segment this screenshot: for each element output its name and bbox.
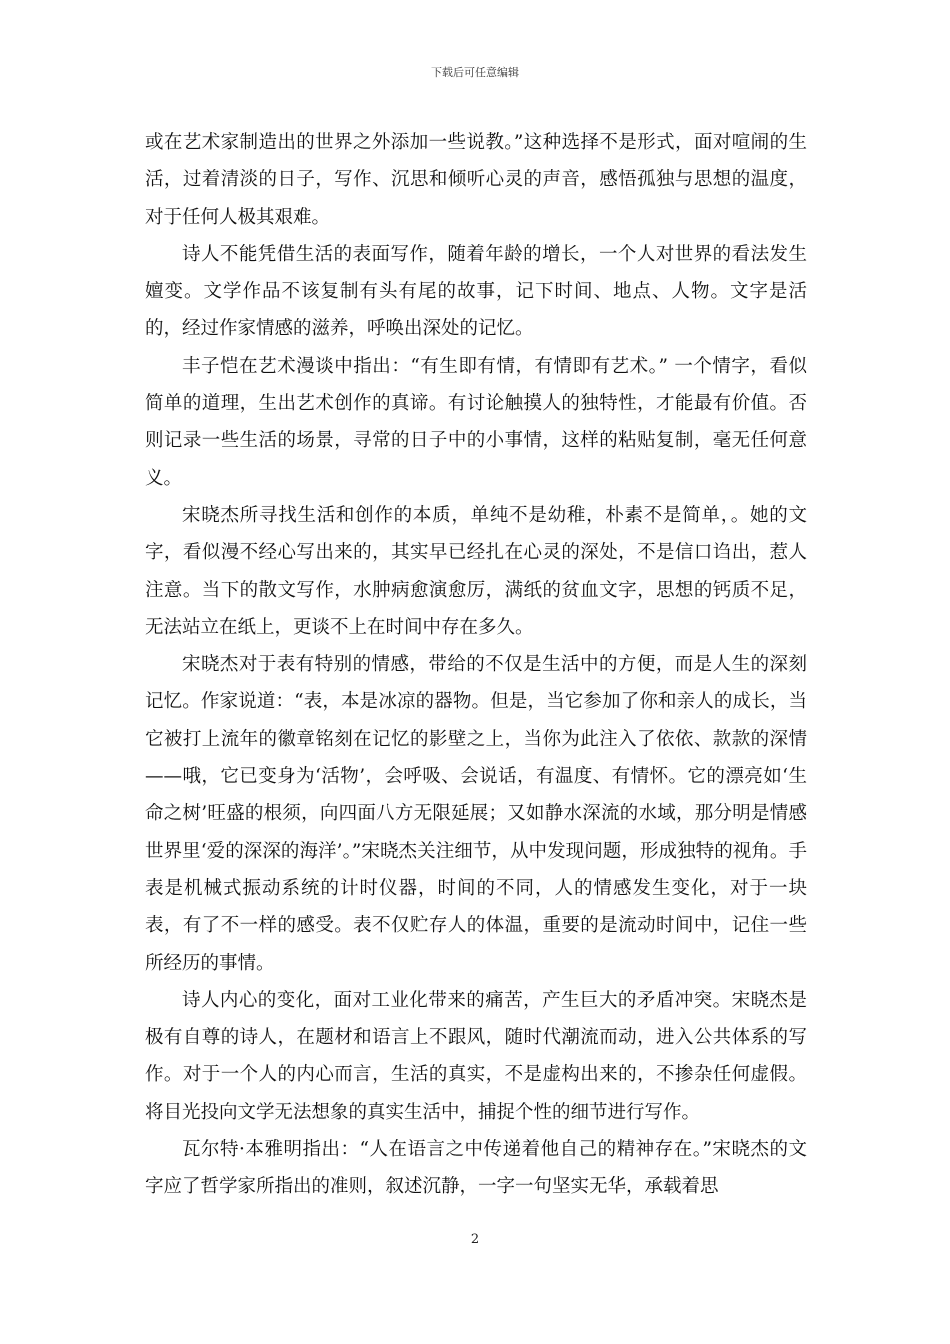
paragraph: 诗人不能凭借生活的表面写作，随着年龄的增长，一个人对世界的看法发生嬗变。文学作品不该复制有头有尾的故事，记下时间、地点、人物。文字是活的，经过作家情感的滋养，呼唤出深处的记忆。 bbox=[145, 243, 807, 340]
paragraph: 宋晓杰所寻找生活和创作的本质，单纯不是幼稚，朴素不是简单，。她的文字，看似漫不经心写出来的，其实早已经扎在心灵的深处，不是信口诌出，惹人注意。当下的散文写作，水肿病愈演愈厉，满纸的贫血文字，思想的钙质不足，无法站立在纸上，更谈不上在时间中存在多久。 bbox=[145, 504, 807, 638]
paragraph: 宋晓杰对于表有特别的情感，带给的不仅是生活中的方便，而是人生的深刻记忆。作家说道：“表，本是冰凉的器物。但是，当它参加了你和亲人的成长，当它被打上流年的徽章铭刻在记忆的影壁之上，当你为此注入了依依、款款的深情——哦，它已变身为‘活物’，会呼吸、会说话，有温度、有情怀。它的漂亮如‘生命之树’旺盛的根须，向四面八方无限延展；又如静水深流的水域，那分明是情感世界里‘爱的深深的海洋’。”宋晓杰关注细节，从中发现问题，形成独特的视角。手表是机械式振动系统的计时仪器，时间的不同，人的情感发生变化，对于一块表，有了不一样的感受。表不仅贮存人的体温，重要的是流动时间中，记住一些所经历的事情。 bbox=[145, 654, 807, 974]
paragraph: 瓦尔特·本雅明指出：“人在语言之中传递着他自己的精神存在。”宋晓杰的文字应了哲学家所指出的准则，叙述沉静，一字一句坚实无华，承载着思 bbox=[145, 1139, 807, 1198]
page-header: 下载后可任意编辑 bbox=[431, 66, 519, 79]
paragraph: 丰子恺在艺术漫谈中指出：“有生即有情，有情即有艺术。” 一个情字，看似简单的道理，生出艺术创作的真谛。有讨论触摸人的独特性，才能最有价值。否则记录一些生活的场景，寻常的日子中的小事情，这样的粘贴复制，毫无任何意义。 bbox=[145, 355, 807, 489]
document-body bbox=[145, 124, 807, 1206]
page-number: 2 bbox=[470, 1232, 480, 1247]
paragraph: 诗人内心的变化，面对工业化带来的痛苦，产生巨大的矛盾冲突。宋晓杰是极有自尊的诗人，在题材和语言上不跟风，随时代潮流而动，进入公共体系的写作。对于一个人的内心而言，生活的真实，不是虚构出来的，不掺杂任何虚假。将目光投向文学无法想象的真实生活中，捕捉个性的细节进行写作。 bbox=[145, 989, 807, 1123]
paragraph-continued: 或在艺术家制造出的世界之外添加一些说教。”这种选择不是形式，面对喧闹的生活，过着清淡的日子，写作、沉思和倾听心灵的声音，感悟孤独与思想的温度，对于任何人极其艰难。 bbox=[145, 132, 807, 228]
